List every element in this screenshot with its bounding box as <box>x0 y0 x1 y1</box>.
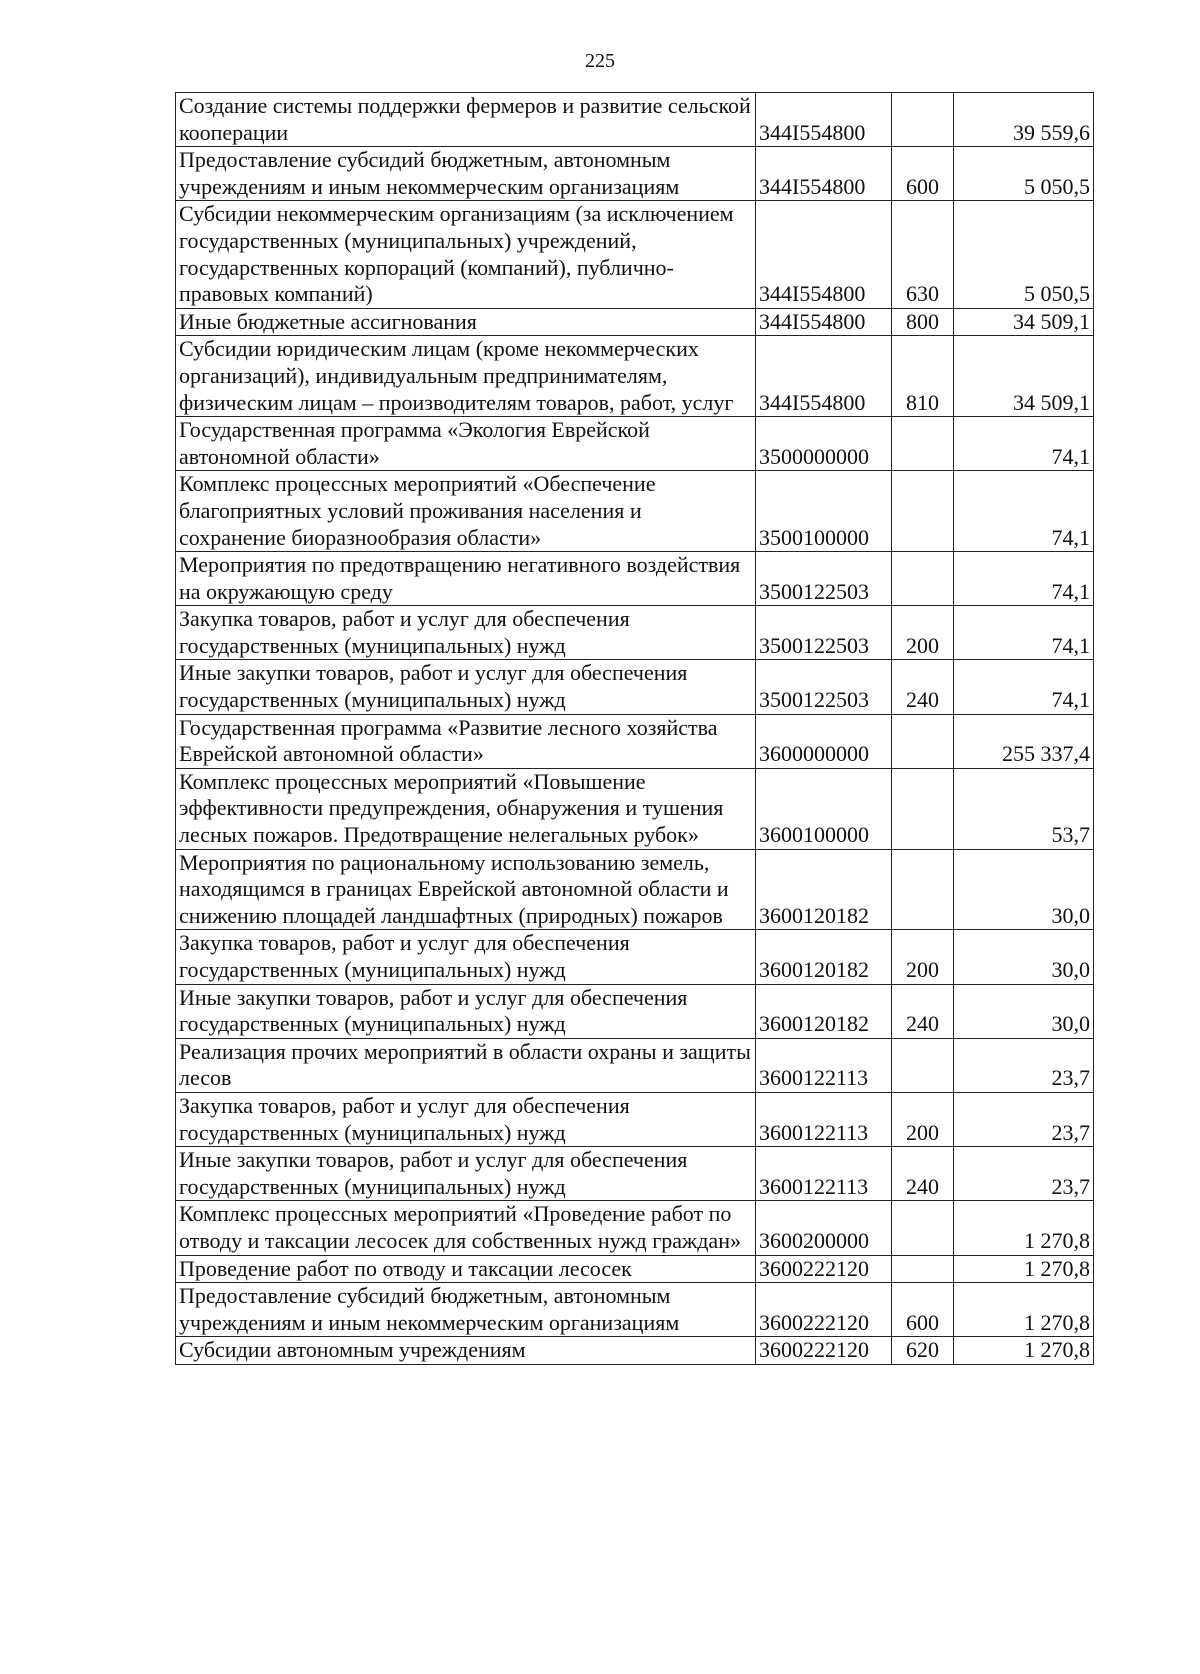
table-row <box>176 336 1094 417</box>
row-code: 344I554800 <box>756 201 892 308</box>
row-expense-type <box>892 1038 954 1092</box>
row-amount: 1 270,8 <box>954 1201 1094 1255</box>
row-amount: 34 509,1 <box>954 308 1094 336</box>
row-name: Закупка товаров, работ и услуг для обеспечения государственных (муниципальных) нужд <box>176 1092 756 1146</box>
row-code: 3600100000 <box>756 768 892 849</box>
row-amount: 53,7 <box>954 768 1094 849</box>
row-code: 3600222120 <box>756 1255 892 1283</box>
row-name: Проведение работ по отводу и таксации лесосек <box>176 1255 756 1283</box>
row-code: 344I554800 <box>756 308 892 336</box>
row-name: Субсидии автономным учреждениям <box>176 1337 756 1365</box>
row-name: Предоставление субсидий бюджетным, автономным учреждениям и иным некоммерческим организациям <box>176 1283 756 1337</box>
row-name: Иные бюджетные ассигнования <box>176 308 756 336</box>
row-name: Комплекс процессных мероприятий «Повышение эффективности предупреждения, обнаружения и тушения лесных пожаров. Предотвращение нелегальных рубок» <box>176 768 756 849</box>
row-code: 3500000000 <box>756 417 892 471</box>
row-code: 3600120182 <box>756 930 892 984</box>
row-amount: 23,7 <box>954 1147 1094 1201</box>
table-row <box>176 93 1094 147</box>
row-name: Реализация прочих мероприятий в области охраны и защиты лесов <box>176 1038 756 1092</box>
row-expense-type <box>892 93 954 147</box>
row-name: Комплекс процессных мероприятий «Обеспечение благоприятных условий проживания населения и сохранение биоразнообразия области» <box>176 471 756 552</box>
table-row <box>176 147 1094 201</box>
row-name: Государственная программа «Экология Еврейской автономной области» <box>176 417 756 471</box>
row-expense-type: 620 <box>892 1337 954 1365</box>
table-row <box>176 201 1094 308</box>
row-amount: 255 337,4 <box>954 714 1094 768</box>
row-code: 3500122503 <box>756 606 892 660</box>
table-row <box>176 308 1094 336</box>
table-row <box>176 1201 1094 1255</box>
table-row <box>176 1255 1094 1283</box>
row-code: 3500122503 <box>756 552 892 606</box>
table-row <box>176 1147 1094 1201</box>
row-name: Иные закупки товаров, работ и услуг для обеспечения государственных (муниципальных) нужд <box>176 984 756 1038</box>
table-row <box>176 606 1094 660</box>
table-row <box>176 1337 1094 1365</box>
row-code: 3600000000 <box>756 714 892 768</box>
row-amount: 5 050,5 <box>954 147 1094 201</box>
row-name: Закупка товаров, работ и услуг для обеспечения государственных (муниципальных) нужд <box>176 606 756 660</box>
table-row <box>176 552 1094 606</box>
row-expense-type: 600 <box>892 147 954 201</box>
table-row <box>176 417 1094 471</box>
row-name: Субсидии некоммерческим организациям (за исключением государственных (муниципальных) учреждений, государственных корпораций (компаний), публично-правовых компаний) <box>176 201 756 308</box>
row-code: 3600200000 <box>756 1201 892 1255</box>
row-expense-type: 200 <box>892 1092 954 1146</box>
table-row <box>176 1092 1094 1146</box>
row-name: Комплекс процессных мероприятий «Проведение работ по отводу и таксации лесосек для собственных нужд граждан» <box>176 1201 756 1255</box>
row-amount: 74,1 <box>954 471 1094 552</box>
row-amount: 74,1 <box>954 606 1094 660</box>
row-expense-type: 240 <box>892 1147 954 1201</box>
row-amount: 74,1 <box>954 660 1094 714</box>
row-expense-type: 200 <box>892 930 954 984</box>
row-name: Субсидии юридическим лицам (кроме некоммерческих организаций), индивидуальным предпринимателям, физическим лицам – производителям товаров, работ, услуг <box>176 336 756 417</box>
row-amount: 5 050,5 <box>954 201 1094 308</box>
table-row <box>176 1038 1094 1092</box>
table-row <box>176 714 1094 768</box>
row-expense-type: 240 <box>892 660 954 714</box>
page-number: 225 <box>585 50 615 72</box>
row-code: 3600120182 <box>756 984 892 1038</box>
row-amount: 30,0 <box>954 849 1094 930</box>
row-code: 3600120182 <box>756 849 892 930</box>
row-expense-type <box>892 1255 954 1283</box>
table-row <box>176 849 1094 930</box>
table-row <box>176 930 1094 984</box>
row-name: Создание системы поддержки фермеров и развитие сельской кооперации <box>176 93 756 147</box>
row-name: Мероприятия по рациональному использованию земель, находящимся в границах Еврейской автономной области и снижению площадей ландшафтных (природных) пожаров <box>176 849 756 930</box>
row-expense-type: 810 <box>892 336 954 417</box>
row-expense-type <box>892 1201 954 1255</box>
table-row <box>176 1283 1094 1337</box>
row-expense-type <box>892 849 954 930</box>
budget-table <box>175 92 1094 1365</box>
row-expense-type: 600 <box>892 1283 954 1337</box>
row-amount: 39 559,6 <box>954 93 1094 147</box>
row-name: Закупка товаров, работ и услуг для обеспечения государственных (муниципальных) нужд <box>176 930 756 984</box>
row-amount: 74,1 <box>954 552 1094 606</box>
row-name: Иные закупки товаров, работ и услуг для обеспечения государственных (муниципальных) нужд <box>176 660 756 714</box>
row-code: 344I554800 <box>756 336 892 417</box>
row-code: 3500122503 <box>756 660 892 714</box>
row-code: 344I554800 <box>756 93 892 147</box>
row-name: Иные закупки товаров, работ и услуг для обеспечения государственных (муниципальных) нужд <box>176 1147 756 1201</box>
row-amount: 1 270,8 <box>954 1337 1094 1365</box>
row-expense-type <box>892 768 954 849</box>
row-amount: 23,7 <box>954 1038 1094 1092</box>
row-amount: 23,7 <box>954 1092 1094 1146</box>
row-expense-type: 200 <box>892 606 954 660</box>
row-amount: 30,0 <box>954 984 1094 1038</box>
row-amount: 30,0 <box>954 930 1094 984</box>
row-amount: 1 270,8 <box>954 1283 1094 1337</box>
row-name: Государственная программа «Развитие лесного хозяйства Еврейской автономной области» <box>176 714 756 768</box>
row-expense-type: 240 <box>892 984 954 1038</box>
row-code: 3500100000 <box>756 471 892 552</box>
row-code: 3600122113 <box>756 1038 892 1092</box>
row-code: 3600122113 <box>756 1147 892 1201</box>
row-expense-type: 630 <box>892 201 954 308</box>
row-name: Предоставление субсидий бюджетным, автономным учреждениям и иным некоммерческим организациям <box>176 147 756 201</box>
row-expense-type <box>892 471 954 552</box>
table-row <box>176 984 1094 1038</box>
table-row <box>176 471 1094 552</box>
row-amount: 74,1 <box>954 417 1094 471</box>
budget-table-body <box>176 93 1094 1365</box>
row-amount: 1 270,8 <box>954 1255 1094 1283</box>
row-expense-type <box>892 552 954 606</box>
row-amount: 34 509,1 <box>954 336 1094 417</box>
row-code: 3600222120 <box>756 1337 892 1365</box>
row-code: 344I554800 <box>756 147 892 201</box>
row-name: Мероприятия по предотвращению негативного воздействия на окружающую среду <box>176 552 756 606</box>
row-expense-type <box>892 417 954 471</box>
row-expense-type <box>892 714 954 768</box>
table-row <box>176 768 1094 849</box>
row-code: 3600222120 <box>756 1283 892 1337</box>
table-row <box>176 660 1094 714</box>
row-expense-type: 800 <box>892 308 954 336</box>
row-code: 3600122113 <box>756 1092 892 1146</box>
